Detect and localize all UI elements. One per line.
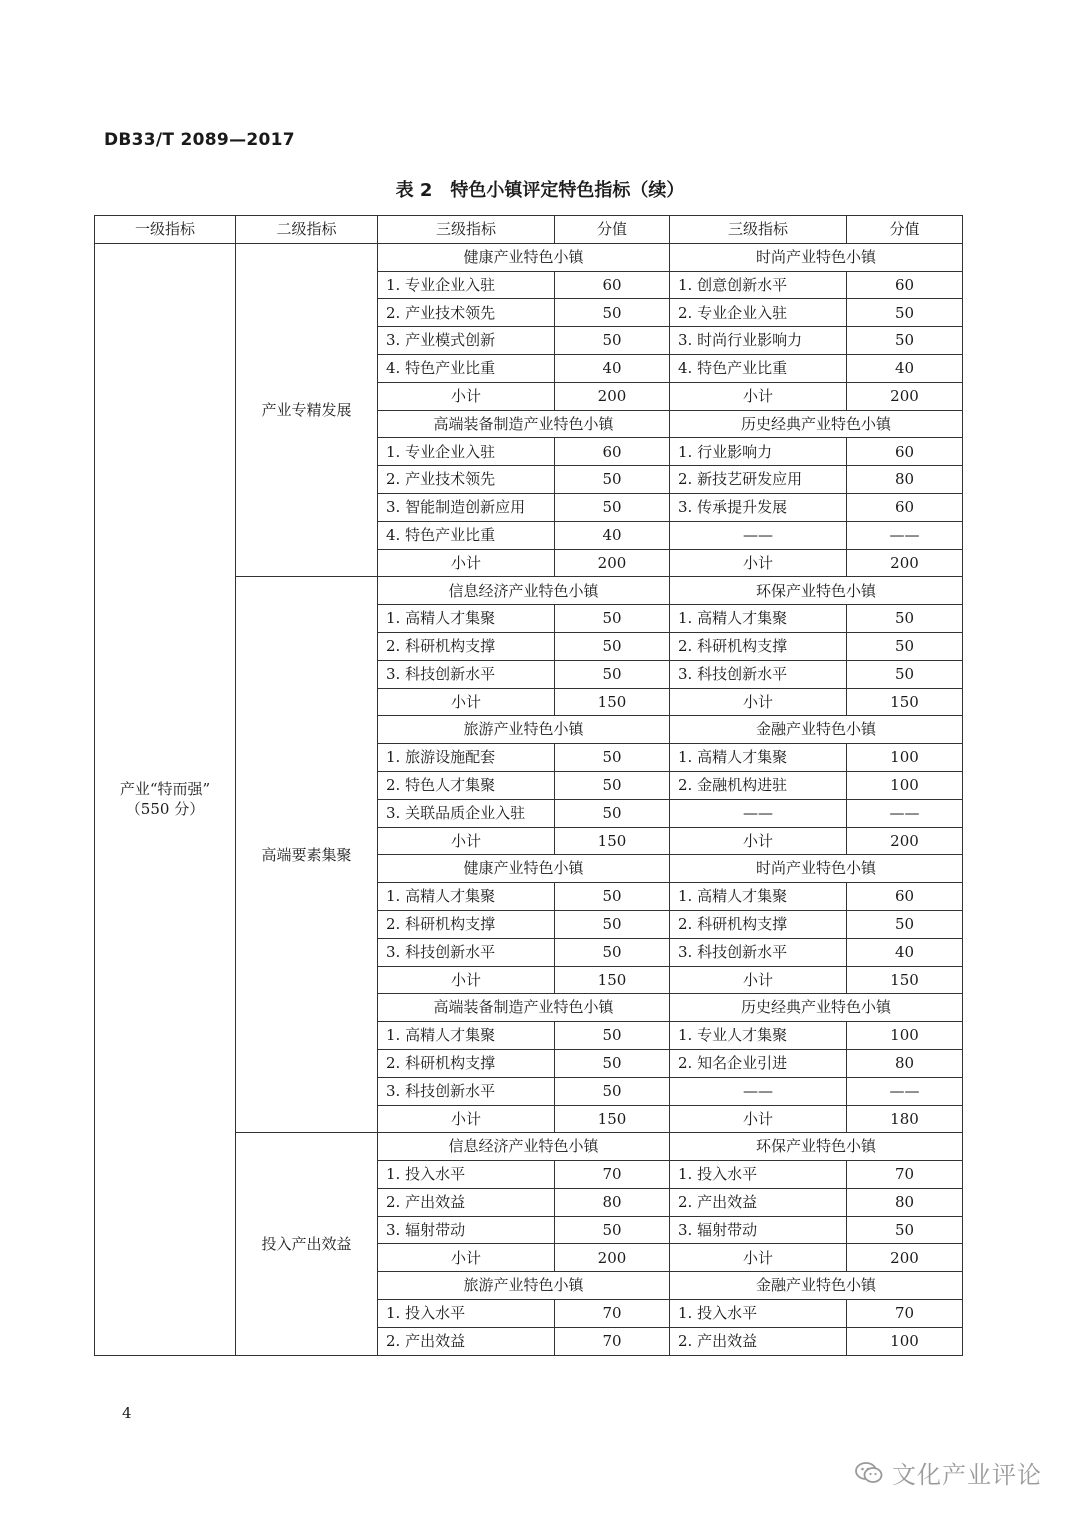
left-subtotal-label: 小计: [378, 688, 555, 716]
left-subtotal-value: 200: [555, 382, 670, 410]
right-score: 50: [847, 1216, 963, 1244]
left-score: 50: [555, 799, 670, 827]
left-indicator: 4. 特色产业比重: [378, 521, 555, 549]
left-indicator: 2. 科研机构支撑: [378, 910, 555, 938]
left-score: 70: [555, 1300, 670, 1328]
right-indicator: 1. 创意创新水平: [670, 271, 847, 299]
left-subtotal-value: 150: [555, 1105, 670, 1133]
group-title-right: 环保产业特色小镇: [670, 577, 963, 605]
right-score: 60: [847, 438, 963, 466]
right-indicator: 2. 金融机构进驻: [670, 771, 847, 799]
left-indicator: 3. 产业模式创新: [378, 327, 555, 355]
right-indicator: 1. 高精人才集聚: [670, 883, 847, 911]
level1-label: 产业“特而强”: [119, 779, 211, 798]
right-score: 50: [847, 299, 963, 327]
left-subtotal-value: 200: [555, 1244, 670, 1272]
header-cell: 三级指标: [378, 216, 555, 244]
right-indicator: 2. 知名企业引进: [670, 1049, 847, 1077]
group-title-left: 信息经济产业特色小镇: [378, 577, 670, 605]
right-score: 100: [847, 1327, 963, 1355]
right-score: 60: [847, 883, 963, 911]
right-score: 50: [847, 632, 963, 660]
left-indicator: 1. 专业企业入驻: [378, 271, 555, 299]
header-cell: 分值: [847, 216, 963, 244]
left-subtotal-label: 小计: [378, 966, 555, 994]
level2-indicator-cell: 产业专精发展: [236, 243, 378, 577]
right-score: ——: [847, 521, 963, 549]
left-indicator: 2. 产出效益: [378, 1327, 555, 1355]
group-title-left: 健康产业特色小镇: [378, 855, 670, 883]
right-indicator: ——: [670, 521, 847, 549]
left-score: 40: [555, 521, 670, 549]
right-indicator: ——: [670, 799, 847, 827]
level2-indicator-cell: 投入产出效益: [236, 1133, 378, 1355]
right-score: 100: [847, 744, 963, 772]
right-score: ——: [847, 1077, 963, 1105]
watermark: [854, 1455, 1042, 1490]
right-indicator: 1. 投入水平: [670, 1300, 847, 1328]
left-indicator: 2. 产业技术领先: [378, 466, 555, 494]
right-score: 80: [847, 466, 963, 494]
right-indicator: 1. 投入水平: [670, 1161, 847, 1189]
right-score: 70: [847, 1300, 963, 1328]
right-indicator: 3. 辐射带动: [670, 1216, 847, 1244]
header-cell: 一级指标: [95, 216, 236, 244]
right-subtotal-value: 150: [847, 966, 963, 994]
group-title-left: 高端装备制造产业特色小镇: [378, 994, 670, 1022]
right-indicator: ——: [670, 1077, 847, 1105]
right-subtotal-value: 180: [847, 1105, 963, 1133]
left-subtotal-label: 小计: [378, 827, 555, 855]
standard-code: DB33/T 2089—2017: [104, 130, 295, 150]
header-cell: 二级指标: [236, 216, 378, 244]
left-score: 80: [555, 1188, 670, 1216]
left-indicator: 2. 产业技术领先: [378, 299, 555, 327]
left-score: 70: [555, 1161, 670, 1189]
left-score: 50: [555, 466, 670, 494]
left-subtotal-label: 小计: [378, 382, 555, 410]
left-subtotal-value: 150: [555, 688, 670, 716]
group-title-left: 信息经济产业特色小镇: [378, 1133, 670, 1161]
left-indicator: 1. 专业企业入驻: [378, 438, 555, 466]
right-score: 80: [847, 1049, 963, 1077]
left-score: 50: [555, 493, 670, 521]
right-indicator: 3. 时尚行业影响力: [670, 327, 847, 355]
left-score: 50: [555, 1077, 670, 1105]
left-indicator: 1. 投入水平: [378, 1300, 555, 1328]
left-subtotal-value: 200: [555, 549, 670, 577]
level1-score: （550 分）: [125, 800, 205, 819]
left-indicator: 2. 产出效益: [378, 1188, 555, 1216]
right-score: 50: [847, 660, 963, 688]
right-indicator: 1. 高精人才集聚: [670, 744, 847, 772]
left-indicator: 3. 智能制造创新应用: [378, 493, 555, 521]
left-subtotal-label: 小计: [378, 549, 555, 577]
left-score: 50: [555, 1022, 670, 1050]
right-indicator: 2. 产出效益: [670, 1188, 847, 1216]
right-score: 60: [847, 493, 963, 521]
right-score: 70: [847, 1161, 963, 1189]
right-subtotal-label: 小计: [670, 827, 847, 855]
left-score: 50: [555, 660, 670, 688]
left-score: 50: [555, 744, 670, 772]
right-subtotal-label: 小计: [670, 966, 847, 994]
right-indicator: 2. 新技艺研发应用: [670, 466, 847, 494]
header-cell: 分值: [555, 216, 670, 244]
right-indicator: 3. 科技创新水平: [670, 938, 847, 966]
left-score: 70: [555, 1327, 670, 1355]
left-indicator: 1. 高精人才集聚: [378, 1022, 555, 1050]
right-subtotal-value: 200: [847, 549, 963, 577]
right-score: 40: [847, 938, 963, 966]
left-score: 60: [555, 438, 670, 466]
level1-indicator-cell: [95, 243, 236, 1355]
right-indicator: 1. 行业影响力: [670, 438, 847, 466]
level2-indicator-cell: 高端要素集聚: [236, 577, 378, 1133]
group-title-left: 健康产业特色小镇: [378, 243, 670, 271]
right-score: 50: [847, 327, 963, 355]
header-cell: 三级指标: [670, 216, 847, 244]
group-title-right: 时尚产业特色小镇: [670, 243, 963, 271]
group-title-left: 旅游产业特色小镇: [378, 1272, 670, 1300]
left-indicator: 3. 科技创新水平: [378, 938, 555, 966]
left-indicator: 1. 投入水平: [378, 1161, 555, 1189]
indicator-table: [94, 215, 963, 1356]
left-indicator: 3. 辐射带动: [378, 1216, 555, 1244]
right-score: 60: [847, 271, 963, 299]
right-indicator: 3. 科技创新水平: [670, 660, 847, 688]
right-indicator: 2. 产出效益: [670, 1327, 847, 1355]
group-title-right: 环保产业特色小镇: [670, 1133, 963, 1161]
group-title-right: 金融产业特色小镇: [670, 1272, 963, 1300]
table-header-row: [95, 216, 963, 244]
right-score: 100: [847, 771, 963, 799]
left-score: 50: [555, 910, 670, 938]
left-indicator: 1. 旅游设施配套: [378, 744, 555, 772]
right-indicator: 2. 专业企业入驻: [670, 299, 847, 327]
group-title-right: 历史经典产业特色小镇: [670, 994, 963, 1022]
left-subtotal-label: 小计: [378, 1105, 555, 1133]
left-score: 50: [555, 632, 670, 660]
group-title-left: 旅游产业特色小镇: [378, 716, 670, 744]
right-indicator: 1. 高精人才集聚: [670, 605, 847, 633]
right-score: 50: [847, 910, 963, 938]
left-indicator: 3. 科技创新水平: [378, 660, 555, 688]
right-score: 50: [847, 605, 963, 633]
right-score: 80: [847, 1188, 963, 1216]
left-indicator: 2. 科研机构支撑: [378, 632, 555, 660]
right-subtotal-value: 150: [847, 688, 963, 716]
group-title-right: 金融产业特色小镇: [670, 716, 963, 744]
group-title-left: 高端装备制造产业特色小镇: [378, 410, 670, 438]
left-score: 50: [555, 1049, 670, 1077]
left-score: 50: [555, 327, 670, 355]
right-indicator: 3. 传承提升发展: [670, 493, 847, 521]
right-subtotal-label: 小计: [670, 1244, 847, 1272]
right-score: ——: [847, 799, 963, 827]
right-score: 100: [847, 1022, 963, 1050]
right-subtotal-value: 200: [847, 827, 963, 855]
left-indicator: 2. 科研机构支撑: [378, 1049, 555, 1077]
left-indicator: 4. 特色产业比重: [378, 354, 555, 382]
left-indicator: 3. 科技创新水平: [378, 1077, 555, 1105]
left-score: 60: [555, 271, 670, 299]
left-score: 50: [555, 883, 670, 911]
right-subtotal-label: 小计: [670, 688, 847, 716]
group-title-right: 历史经典产业特色小镇: [670, 410, 963, 438]
left-indicator: 1. 高精人才集聚: [378, 605, 555, 633]
table-title: 表 2 特色小镇评定特色指标（续）: [395, 180, 685, 201]
group-title-right: 时尚产业特色小镇: [670, 855, 963, 883]
left-score: 50: [555, 299, 670, 327]
left-indicator: 2. 特色人才集聚: [378, 771, 555, 799]
right-subtotal-value: 200: [847, 382, 963, 410]
left-subtotal-value: 150: [555, 966, 670, 994]
right-subtotal-value: 200: [847, 1244, 963, 1272]
page-number: 4: [122, 1404, 132, 1422]
left-score: 50: [555, 1216, 670, 1244]
left-score: 40: [555, 354, 670, 382]
group-title-row: [95, 243, 963, 271]
right-indicator: 1. 专业人才集聚: [670, 1022, 847, 1050]
right-indicator: 2. 科研机构支撑: [670, 632, 847, 660]
right-subtotal-label: 小计: [670, 1105, 847, 1133]
left-score: 50: [555, 938, 670, 966]
right-indicator: 4. 特色产业比重: [670, 354, 847, 382]
left-score: 50: [555, 771, 670, 799]
right-indicator: 2. 科研机构支撑: [670, 910, 847, 938]
watermark-text: 文化产业评论: [892, 1461, 1042, 1489]
right-subtotal-label: 小计: [670, 549, 847, 577]
left-indicator: 1. 高精人才集聚: [378, 883, 555, 911]
right-score: 40: [847, 354, 963, 382]
right-subtotal-label: 小计: [670, 382, 847, 410]
left-indicator: 3. 关联品质企业入驻: [378, 799, 555, 827]
left-subtotal-value: 150: [555, 827, 670, 855]
left-subtotal-label: 小计: [378, 1244, 555, 1272]
left-score: 50: [555, 605, 670, 633]
wechat-icon: [854, 1460, 884, 1486]
indicator-table-body: [95, 216, 963, 1356]
